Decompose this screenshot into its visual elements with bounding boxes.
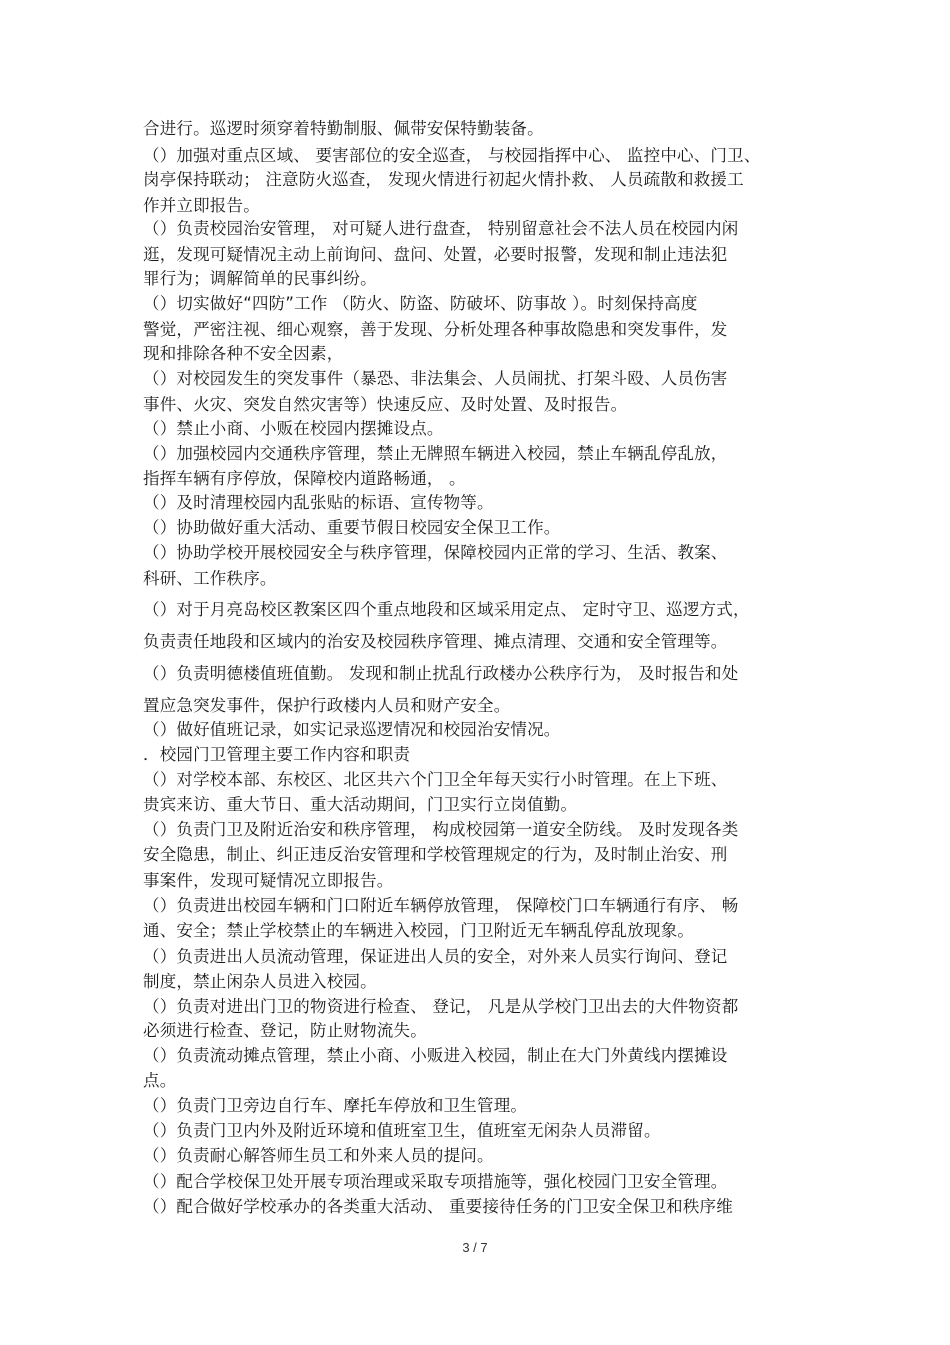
page-number: 3 / 7 bbox=[462, 1240, 488, 1255]
text-line: 点。 bbox=[143, 1071, 177, 1090]
text-line: （）负责进出人员流动管理，保证进出人员的安全，对外来人员实行询问、登记 bbox=[143, 947, 728, 966]
text-line: （）加强对重点区域、 要害部位的安全巡查， 与校园指挥中心、 监控中心、门卫、 bbox=[143, 146, 761, 165]
text-line: 安全隐患，制止、纠正违反治安管理和学校管理规定的行为，及时制止治安、刑 bbox=[143, 845, 728, 864]
text-line: （）协助做好重大活动、重要节假日校园安全保卫工作。 bbox=[143, 518, 561, 537]
text-line: 事件、火灾、突发自然灾害等）快速反应、及时处置、及时报告。 bbox=[143, 395, 628, 414]
text-line: （）切实做好“四防”工作 （防火、防盗、防破坏、防事故 ）。时刻保持高度 bbox=[143, 294, 698, 313]
text-line: （）协助学校开展校园安全与秩序管理，保障校园内正常的学习、生活、教案、 bbox=[143, 543, 728, 562]
text-line: ．校园门卫管理主要工作内容和职责 bbox=[143, 745, 411, 764]
text-line: 岗亭保持联动； 注意防火巡查， 发现火情进行初起火情扑救、 人员疏散和救援工 bbox=[143, 170, 744, 189]
text-line: （）加强校园内交通秩序管理，禁止无牌照车辆进入校园，禁止车辆乱停乱放， bbox=[143, 444, 728, 463]
text-line: 通、安全；禁止学校禁止的车辆进入校园，门卫附近无车辆乱停乱放现象。 bbox=[143, 921, 695, 940]
text-line: 合进行。巡逻时须穿着特勤制服、佩带安保特勤装备。 bbox=[143, 119, 544, 138]
text-line: （）禁止小商、小贩在校园内摆摊设点。 bbox=[143, 419, 444, 438]
text-line: （）对学校本部、东校区、北区共六个门卫全年每天实行小时管理。在上下班、 bbox=[143, 770, 728, 789]
text-line: （）对校园发生的突发事件（暴恐、非法集会、人员闹扰、打架斗殴、人员伤害 bbox=[143, 369, 728, 388]
text-line: 负责责任地段和区域内的治安及校园秩序管理、摊点清理、交通和安全管理等。 bbox=[143, 632, 728, 651]
text-line: （）负责进出校园车辆和门口附近车辆停放管理， 保障校门口车辆通行有序、 畅 bbox=[143, 896, 739, 915]
text-line: （）负责流动摊点管理，禁止小商、小贩进入校园，制止在大门外黄线内摆摊设 bbox=[143, 1046, 728, 1065]
text-line: 作并立即报告。 bbox=[143, 196, 260, 215]
text-line: （）负责门卫内外及附近环境和值班室卫生，值班室无闲杂人员滞留。 bbox=[143, 1121, 661, 1140]
text-line: （）负责校园治安管理， 对可疑人进行盘查， 特别留意社会不法人员在校园内闲 bbox=[143, 219, 739, 238]
text-line: （）负责明德楼值班值勤。 发现和制止扰乱行政楼办公秩序行为， 及时报告和处 bbox=[143, 664, 739, 683]
text-line: 制度，禁止闲杂人员进入校园。 bbox=[143, 972, 377, 991]
text-line: （）配合学校保卫处开展专项治理或采取专项措施等，强化校园门卫安全管理。 bbox=[143, 1172, 728, 1191]
text-line: （）负责门卫旁边自行车、摩托车停放和卫生管理。 bbox=[143, 1096, 528, 1115]
text-line: 现和排除各种不安全因素， bbox=[143, 344, 344, 363]
text-line: 罪行为；调解简单的民事纠纷。 bbox=[143, 269, 377, 288]
text-line: 置应急突发事件，保护行政楼内人员和财产安全。 bbox=[143, 696, 511, 715]
text-line: 必须进行检查、登记，防止财物流失。 bbox=[143, 1021, 427, 1040]
text-line: 科研、工作秩序。 bbox=[143, 569, 277, 588]
text-line: 逛，发现可疑情况主动上前询问、盘问、处置，必要时报警，发现和制止违法犯 bbox=[143, 245, 728, 264]
text-line: 警觉，严密注视、细心观察，善于发现、分析处理各种事故隐患和突发事件，发 bbox=[143, 320, 728, 339]
text-line: （）做好值班记录，如实记录巡逻情况和校园治安情况。 bbox=[143, 720, 561, 739]
text-line: 事案件，发现可疑情况立即报告。 bbox=[143, 871, 394, 890]
text-line: （）及时清理校园内乱张贴的标语、宣传物等。 bbox=[143, 493, 494, 512]
text-line: （）负责耐心解答师生员工和外来人员的提问。 bbox=[143, 1146, 494, 1165]
text-line: 指挥车辆有序停放，保障校内道路畅通， 。 bbox=[143, 469, 466, 488]
text-line: （）对于月亮岛校区教案区四个重点地段和区域采用定点、 定时守卫、巡逻方式， bbox=[143, 600, 750, 619]
text-line: （）配合做好学校承办的各类重大活动、 重要接待任务的门卫安全保卫和秩序维 bbox=[143, 1197, 733, 1216]
text-line: （）负责对进出门卫的物资进行检查、 登记， 凡是从学校门卫出去的大件物资都 bbox=[143, 997, 739, 1016]
text-line: （）负责门卫及附近治安和秩序管理， 构成校园第一道安全防线。 及时发现各类 bbox=[143, 820, 739, 839]
text-line: 贵宾来访、重大节日、重大活动期间，门卫实行立岗值勤。 bbox=[143, 795, 578, 814]
